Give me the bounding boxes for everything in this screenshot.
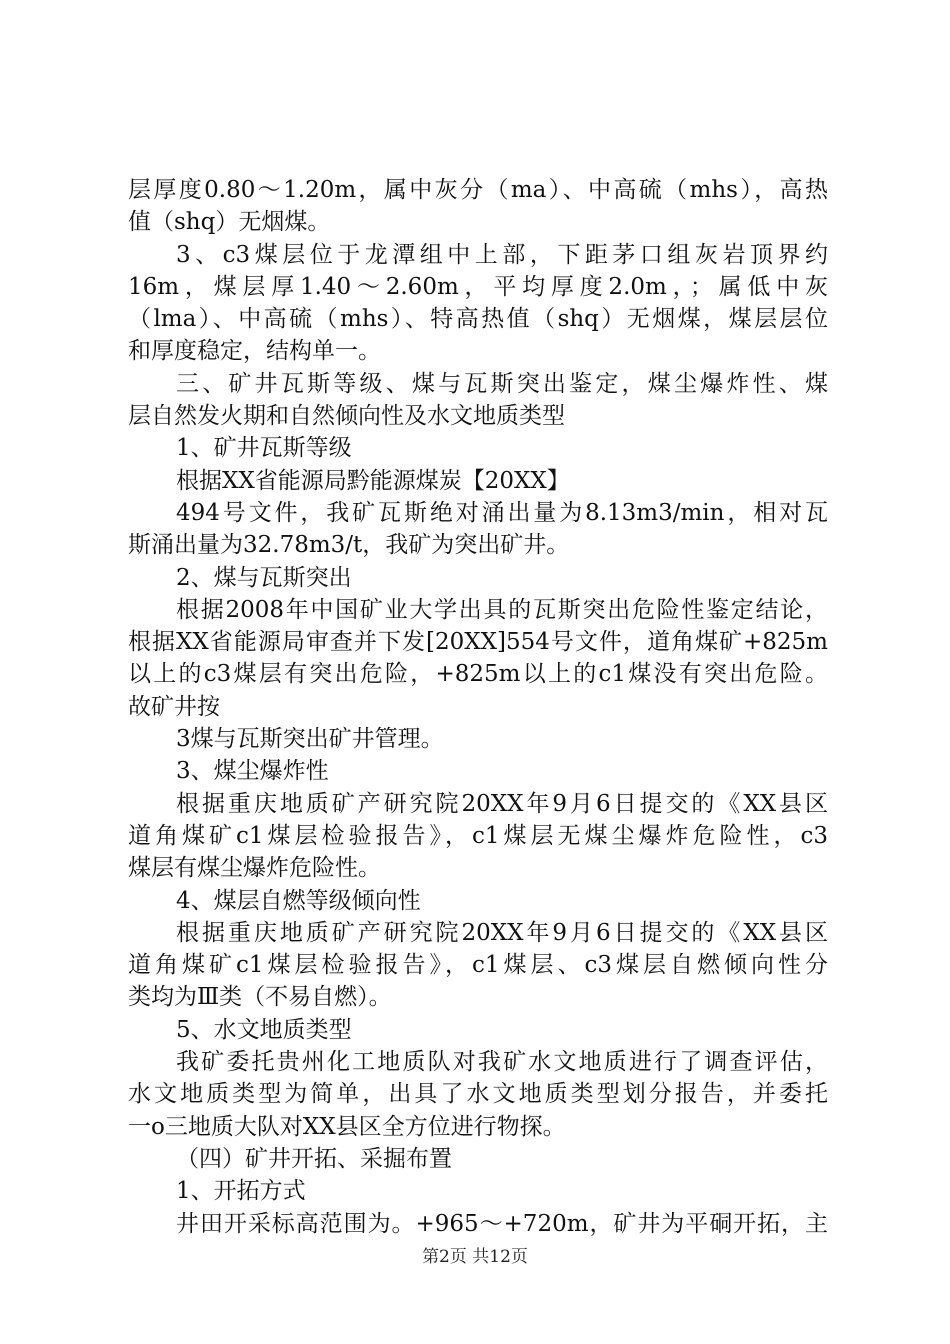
text-line: 5、水文地质类型	[176, 1016, 352, 1043]
text-line: 3、煤尘爆炸性	[176, 758, 329, 785]
text-line: 道角煤矿c1煤层检验报告》，c1煤层无煤尘爆炸危险性，c3	[128, 822, 828, 849]
text-line: 根据2008年中国矿业大学出具的瓦斯突出危险性鉴定结论，	[176, 596, 828, 623]
document-body	[128, 174, 828, 1240]
text-line: 井田开采标高范围为。+965～+720m，矿井为平硐开拓，主	[176, 1210, 828, 1237]
text-line: 根据XX省能源局黔能源煤炭【20XX】	[176, 467, 570, 494]
text-line: 3煤与瓦斯突出矿井管理。	[176, 726, 444, 753]
text-line: 煤层有煤尘爆炸危险性。	[128, 855, 381, 882]
text-line: （lma）、中高硫（mhs）、特高热值（shq）无烟煤，煤层层位	[128, 306, 828, 333]
text-line: 水文地质类型为简单，出具了水文地质类型划分报告，并委托	[128, 1081, 828, 1108]
text-line: 3、c3煤层位于龙潭组中上部，下距茅口组灰岩顶界约	[176, 241, 828, 268]
text-line: 1、矿井瓦斯等级	[176, 435, 352, 462]
text-line: 层自然发火期和自然倾向性及水文地质类型	[128, 403, 565, 430]
text-line: 值（shq）无烟煤。	[128, 209, 331, 236]
text-line: 4、煤层自燃等级倾向性	[176, 887, 421, 914]
text-line: 三、矿井瓦斯等级、煤与瓦斯突出鉴定，煤尘爆炸性、煤	[176, 370, 828, 397]
text-line: 层厚度0.80～1.20m，属中灰分（ma）、中高硫（mhs），高热	[128, 177, 828, 203]
text-line: 斯涌出量为32.78m3/t，我矿为突出矿井。	[128, 532, 570, 559]
text-line: 我矿委托贵州化工地质队对我矿水文地质进行了调查评估，	[176, 1049, 828, 1076]
text-line: 16m，煤层厚1.40～2.60m，平均厚度2.0m，；属低中灰	[128, 273, 828, 300]
text-line: 类均为Ⅲ类（不易自燃）。	[128, 984, 392, 1011]
text-line: 根据XX省能源局审查并下发[20XX]554号文件，道角煤矿+825m	[128, 629, 828, 656]
text-line: 道角煤矿c1煤层检验报告》，c1煤层、c3煤层自燃倾向性分	[128, 952, 828, 979]
text-line: （四）矿井开拓、采掘布置	[176, 1145, 452, 1172]
text-line: 1、开拓方式	[176, 1178, 306, 1205]
text-line: 以上的c3煤层有突出危险，+825m以上的c1煤没有突出危险。	[128, 661, 828, 688]
text-line: 故矿井按	[128, 693, 220, 720]
text-line: 494号文件，我矿瓦斯绝对涌出量为8.13m3/min，相对瓦	[176, 499, 828, 526]
text-line: 和厚度稳定，结构单一。	[128, 338, 381, 365]
text-line: 一o三地质大队对XX县区全方位进行物探。	[128, 1113, 566, 1140]
text-line: 根据重庆地质矿产研究院20XX年9月6日提交的《XX县区	[176, 790, 828, 817]
text-line: 2、煤与瓦斯突出	[176, 564, 352, 591]
page-number-footer: 第2页 共12页	[422, 1247, 528, 1267]
text-line: 根据重庆地质矿产研究院20XX年9月6日提交的《XX县区	[176, 919, 828, 946]
